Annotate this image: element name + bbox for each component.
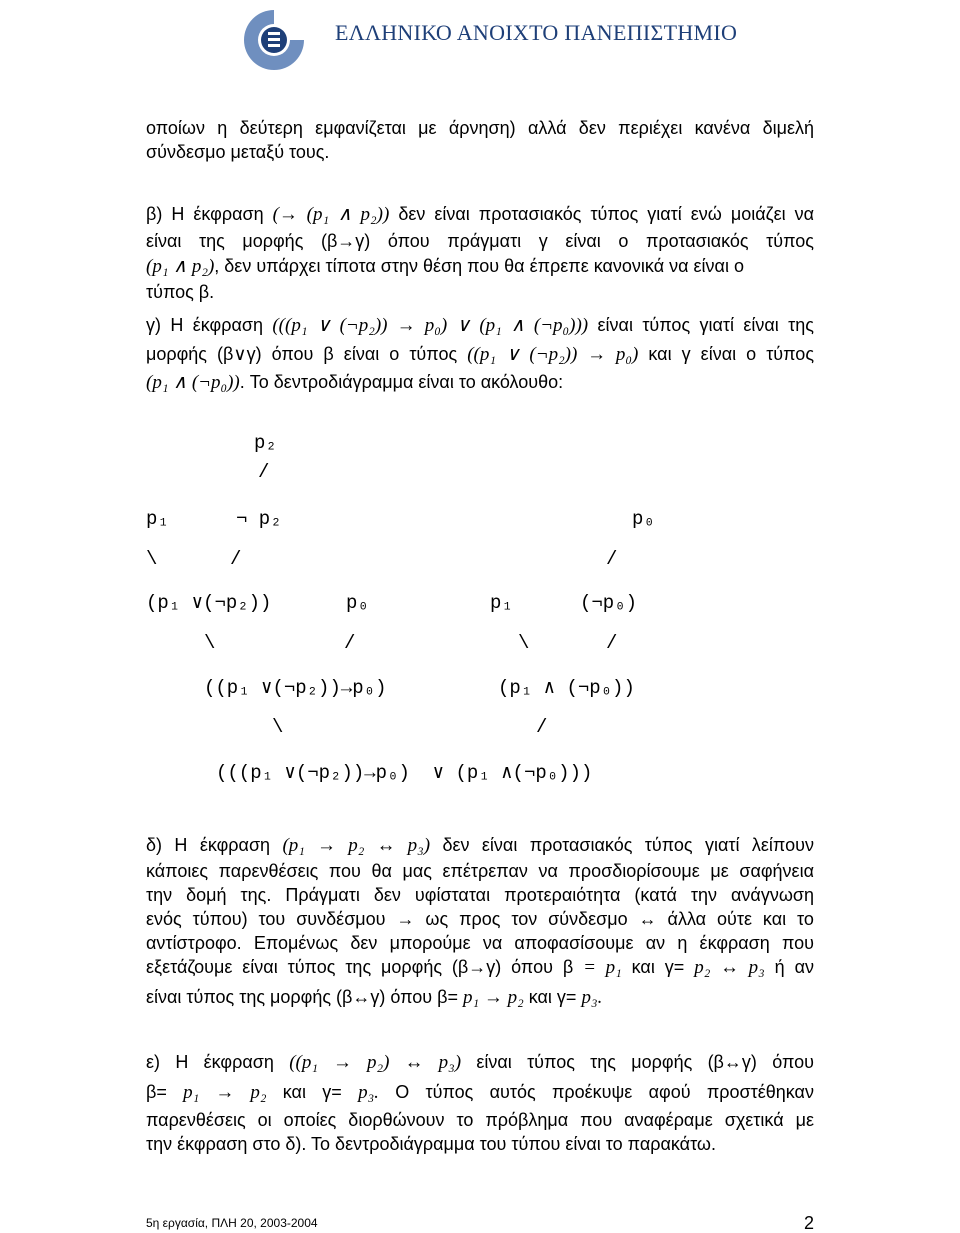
iff-operator: ↔ xyxy=(638,909,657,929)
para-b-text: , δεν υπάρχει τίποτα στην θέση που θα έπρεπε κανονικά να είναι ο xyxy=(214,256,744,276)
para-d-expression: (p₁ → p₂ ↔ p₃) xyxy=(282,835,431,856)
para-c-text: . Το δεντροδιάγραμμα είναι το ακόλουθο: xyxy=(239,372,564,392)
para-d-line-4 xyxy=(146,908,814,930)
para-d-text: άλλα ούτε και το xyxy=(667,909,814,929)
para-d-line-2: κάποιες παρενθέσεις που θα μας επέτρεπαν να προσδιορίσουμε με σαφήνεια xyxy=(146,861,814,881)
para-c-line-3 xyxy=(146,371,814,394)
para-d-expression: p₁ → p₂ xyxy=(463,987,524,1008)
tree-branch: \ xyxy=(518,632,530,654)
para-e-text: Ο τύπος αυτός προέκυψε αφού προστέθηκαν xyxy=(395,1082,814,1102)
prev-paragraph-line-2: σύνδεσμο μεταξύ τους. xyxy=(146,142,330,162)
para-c-text: είναι τύπος γιατί είναι της xyxy=(597,315,814,335)
para-d-text: εξετάζουμε είναι τύπος της μορφής (β→γ) όπου β xyxy=(146,957,574,977)
para-d-label: δ) Η έκφραση xyxy=(146,835,271,855)
para-c-text: και γ είναι ο τύπος xyxy=(648,344,814,364)
para-e-line-1 xyxy=(146,1051,814,1074)
para-d-text: ως προς τον σύνδεσμο xyxy=(425,909,628,929)
iff-operator: ↔ xyxy=(352,987,371,1007)
implies-operator: → xyxy=(468,957,487,977)
university-logo xyxy=(238,6,310,74)
para-d-text: και γ= xyxy=(528,987,577,1007)
para-d-line-6 xyxy=(146,956,814,979)
para-d-expression: p₃. xyxy=(581,987,603,1008)
tree-node-implication: ((p₁ ∨(¬p₂))→p₀) xyxy=(204,677,387,699)
para-d-line-3: την δομή της. Πράγματι δεν υφίσταται προτεραιότητα (κατά την ανάγνωση xyxy=(146,885,814,905)
para-b-text: είναι της μορφής (β→γ) όπου πράγματι γ είναι ο προτασιακός τύπος xyxy=(146,231,814,251)
para-e-expression: p₃. xyxy=(358,1082,379,1103)
para-e-expression: ((p₁ → p₂) ↔ p₃) xyxy=(289,1052,462,1073)
iff-operator: ↔ xyxy=(723,1052,742,1072)
para-d-text: ή αν xyxy=(774,957,814,977)
para-b-expression: (→ (p₁ ∧ p₂)) xyxy=(272,204,390,225)
para-e-label: ε) Η έκφραση xyxy=(146,1052,274,1072)
para-c-expression: (p₁ ∧ (¬p₀)) xyxy=(146,372,240,393)
para-d-line-5: αντίστροφο. Επομένως δεν μπορούμε να αποφασίσουμε αν η έκφραση που xyxy=(146,933,814,953)
para-e-line-4: την έκφραση στο δ). Το δεντροδιάγραμμα του τύπου είναι το παρακάτω. xyxy=(146,1134,716,1154)
tree-branch: / xyxy=(258,461,270,483)
para-d-expression: = p₁ xyxy=(583,957,622,978)
para-e-text: β= xyxy=(146,1082,167,1102)
tree-branch: / xyxy=(344,632,356,654)
tree-branch: \ xyxy=(272,716,284,738)
tree-branch: \ xyxy=(204,632,216,654)
para-b-line-2 xyxy=(146,230,814,252)
para-b-line-1 xyxy=(146,203,814,226)
implies-operator: → xyxy=(396,909,415,929)
para-b-line-3 xyxy=(146,255,814,278)
tree-node-not-p0: (¬p₀) xyxy=(580,592,638,614)
tree-node-p0: p₀ xyxy=(632,508,655,530)
tree-root-formula: (((p₁ ∨(¬p₂))→p₀) ∨ (p₁ ∧(¬p₀))) xyxy=(216,762,593,784)
para-d-line-7 xyxy=(146,986,814,1009)
tree-branch: / xyxy=(230,548,242,570)
page-number: 2 xyxy=(804,1213,815,1233)
para-c-text: μορφής (β∨γ) όπου β είναι ο τύπος xyxy=(146,344,458,364)
para-b-line-4: τύπος β. xyxy=(146,282,215,302)
para-b-expression: (p₁ ∧ p₂) xyxy=(146,256,215,277)
para-c-line-1 xyxy=(146,314,814,337)
tree-node-p0: p₀ xyxy=(346,592,369,614)
footer-course-info: 5η εργασία, ΠΛΗ 20, 2003-2004 xyxy=(146,1216,318,1230)
tree-branch: / xyxy=(606,632,618,654)
para-e-line-2 xyxy=(146,1081,814,1104)
prev-paragraph-line-1: οποίων η δεύτερη εμφανίζεται με άρνηση) αλλά δεν περιέχει κανένα διμελή xyxy=(146,118,814,138)
or-operator: ∨ xyxy=(233,344,247,364)
para-d-line-1 xyxy=(146,834,814,857)
para-c-expression: ((p₁ ∨ (¬p₂)) → p₀) xyxy=(467,344,639,365)
para-c-line-2 xyxy=(146,343,814,366)
para-e-line-3: παρενθέσεις οι οποίες διορθώνουν το πρόβλημα που αναφέραμε σχετικά με xyxy=(146,1110,814,1130)
university-name: ΕΛΛΗΝΙΚΟ ΑΝΟΙΧΤΟ ΠΑΝΕΠΙΣΤΗΜΙΟ xyxy=(335,20,738,45)
tree-branch: / xyxy=(536,716,548,738)
tree-node-conjunction: (p₁ ∧ (¬p₀)) xyxy=(498,677,635,699)
tree-node-p2: p₂ xyxy=(254,432,277,454)
para-d-text: είναι τύπος της μορφής (β↔γ) όπου β= xyxy=(146,987,458,1007)
implies-operator: → xyxy=(337,231,356,251)
para-c-label: γ) Η έκφραση xyxy=(146,315,263,335)
para-e-text: και γ= xyxy=(282,1082,342,1102)
tree-node-p1: p₁ xyxy=(490,592,513,614)
tree-branch: / xyxy=(606,548,618,570)
tree-node-p1: p₁ xyxy=(146,508,169,530)
para-e-text: είναι τύπος της μορφής (β↔γ) όπου xyxy=(476,1052,814,1072)
para-d-text: δεν είναι προτασιακός τύπος γιατί λείπουν xyxy=(442,835,814,855)
para-e-expression: p₁ → p₂ xyxy=(183,1082,267,1103)
tree-branch: \ xyxy=(146,548,158,570)
para-b-text: δεν είναι προτασιακός τύπος γιατί ενώ μοιάζει να xyxy=(398,204,814,224)
para-b-label: β) Η έκφραση xyxy=(146,204,264,224)
para-c-expression: (((p₁ ∨ (¬p₂)) → p₀) ∨ (p₁ ∧ (¬p₀))) xyxy=(272,315,589,336)
para-d-text: και γ= xyxy=(631,957,685,977)
tree-node-disjunction: (p₁ ∨(¬p₂)) xyxy=(146,592,272,614)
tree-node-not-p2: ¬ p₂ xyxy=(236,508,282,530)
para-d-expression: p₂ ↔ p₃ xyxy=(694,957,765,978)
para-d-text: ενός τύπου) του συνδέσμου xyxy=(146,909,386,929)
